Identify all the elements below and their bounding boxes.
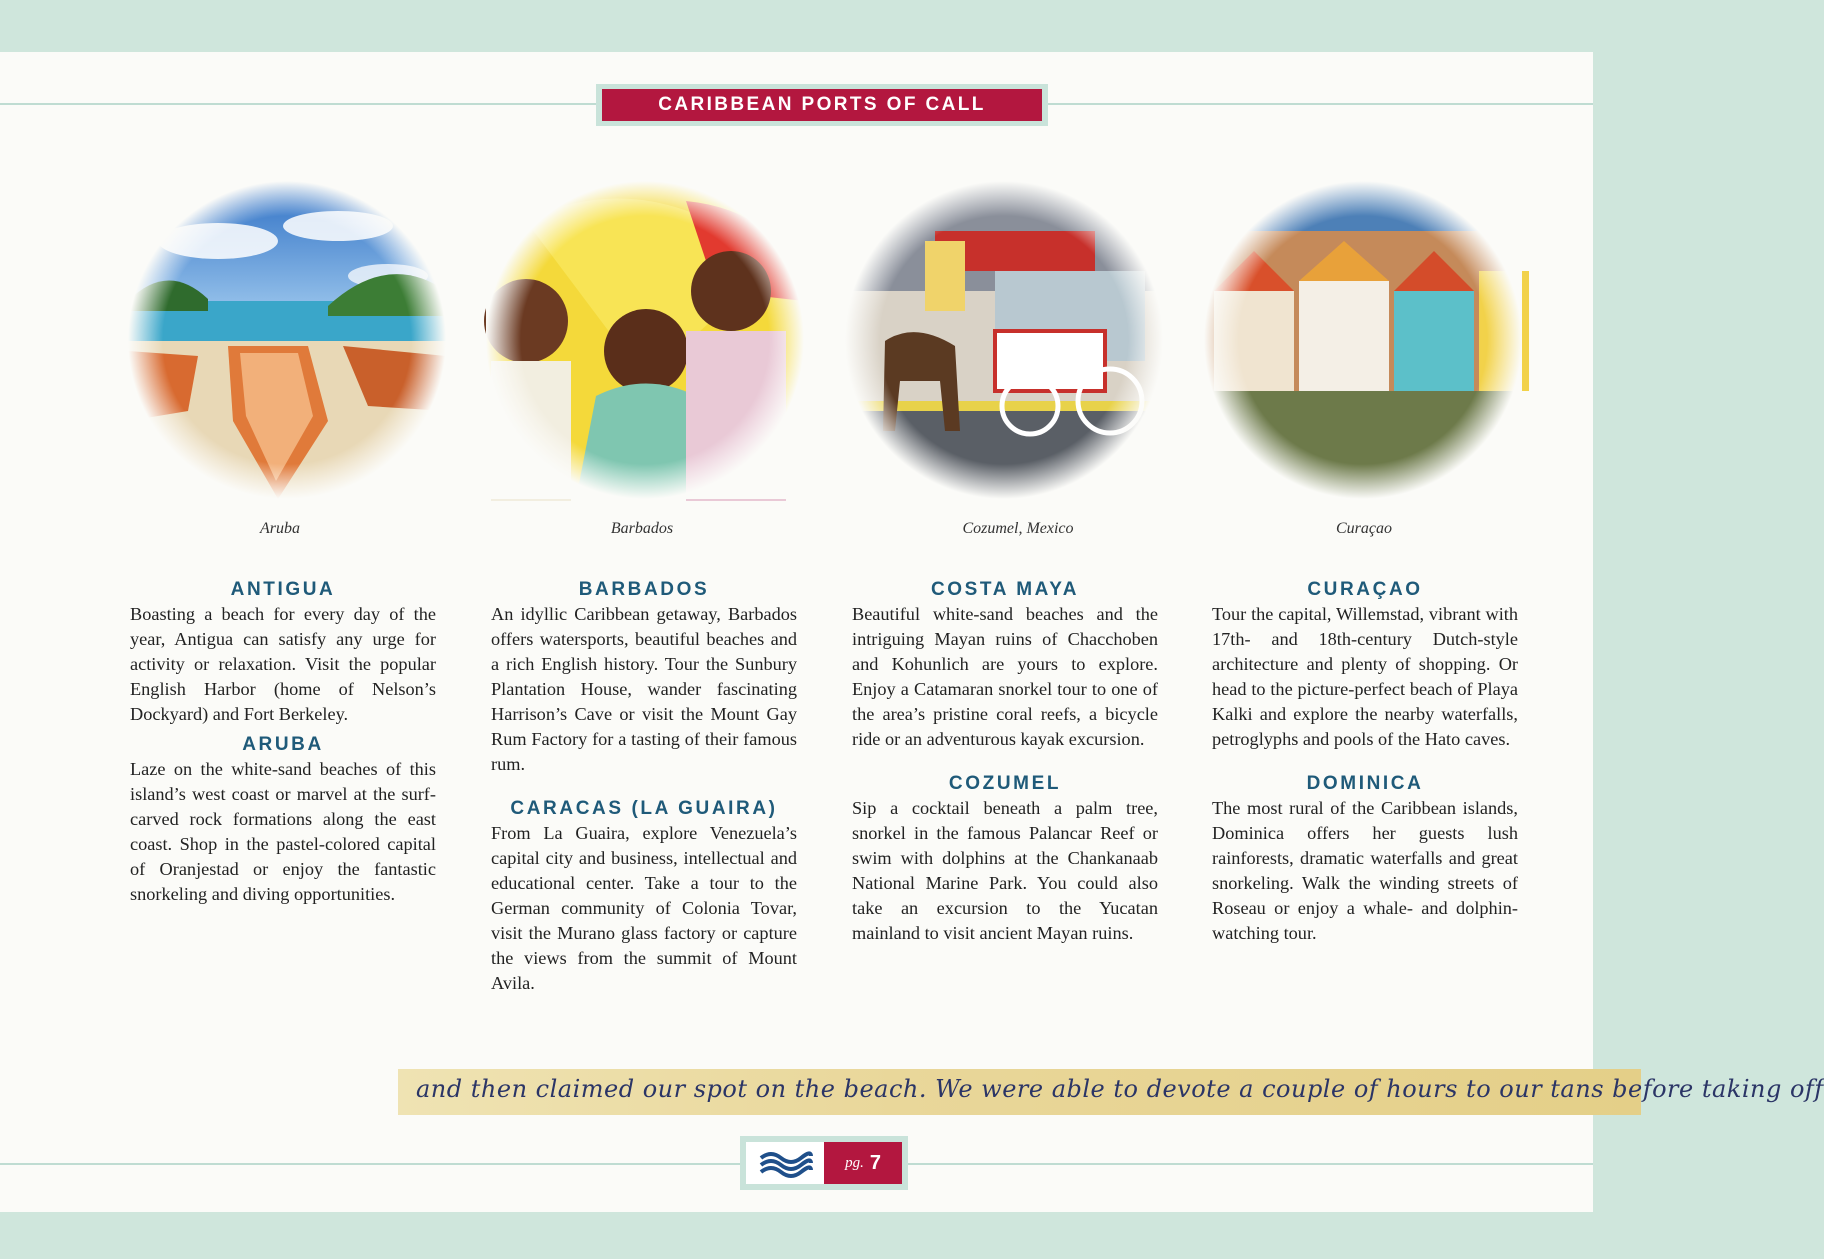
page-title: CARIBBEAN PORTS OF CALL — [602, 89, 1042, 121]
title-banner — [596, 84, 1048, 126]
text-column — [491, 578, 797, 1002]
children-umbrellas-photo — [486, 181, 804, 499]
page-label: pg. — [845, 1154, 864, 1171]
text-column — [1212, 578, 1518, 952]
photo-caption: Barbados — [610, 520, 674, 537]
photo-caption: Curaçao — [1336, 520, 1392, 537]
photo-caption: Aruba — [260, 520, 300, 537]
text-column — [852, 578, 1158, 952]
handwritten-band — [398, 1069, 1824, 1115]
section-body: Beautiful white-sand beaches and the intriguing Mayan ruins of Chacchoben and Kohunlich are yours to explore. Enjoy a Catamaran snorkel tour to one of the area’s pristine coral reefs, a bicycle ride or an adventurous kayak excursion. — [852, 604, 1158, 749]
page-number-badge — [824, 1142, 902, 1184]
colorful-houses-photo — [1204, 181, 1522, 499]
section-heading: ARUBA — [242, 734, 324, 755]
photo-caption: Cozumel, Mexico — [962, 520, 1074, 537]
section-body: Tour the capital, Willemstad, vibrant with 17th- and 18th-century Dutch-style architecture and plenty of shopping. Or head to the picture-perfect beach of Playa Kalki and explore the nearby waterfalls, petroglyphs and pools of the Hato caves. — [1212, 604, 1518, 749]
section-body: Sip a cocktail beneath a palm tree, snorkel in the famous Palancar Reef or swim with dolphins at the Chankanaab National Marine Park. You could also take an excursion to the Yucatan mainland to visit ancient Mayan ruins. — [852, 798, 1158, 943]
handwritten-note: and then claimed our spot on the beach. We were able to devote a couple of hours to our tans before taking off — [416, 1075, 1824, 1103]
beach-boats-photo — [128, 181, 446, 499]
section-body: The most rural of the Caribbean islands, Dominica offers her guests lush rainforests, dramatic waterfalls and great snorkeling. Walk the winding streets of Roseau or enjoy a whale- and dolphin-watching tour. — [1212, 798, 1518, 943]
section-body: From La Guaira, explore Venezuela’s capital city and business, intellectual and educational center. Take a tour to the German community of Colonia Tovar, visit the Murano glass factory or capture the views from the summit of Mount Avila. — [491, 823, 797, 993]
page-footer — [740, 1136, 908, 1190]
section-body: Boasting a beach for every day of the year, Antigua can satisfy any urge for activity or relaxation. Visit the popular English Harbor (home of Nelson’s Dockyard) and Fort Berkeley. — [130, 604, 436, 724]
horse-carriage-photo — [845, 181, 1163, 499]
section-body: An idyllic Caribbean getaway, Barbados offers watersports, beautiful beaches and a rich English history. Tour the Sunbury Plantation House, wander fascinating Harrison’s Cave or visit the Mount Gay Rum Factory for a tasting of their famous rum. — [491, 604, 797, 774]
section-heading: DOMINICA — [1306, 773, 1424, 794]
text-column — [130, 578, 436, 913]
section-heading: COZUMEL — [948, 773, 1062, 794]
section-heading: COSTA MAYA — [930, 579, 1080, 600]
wave-logo-icon — [746, 1142, 824, 1184]
section-heading: ANTIGUA — [230, 579, 336, 600]
section-body: Laze on the white-sand beaches of this island’s west coast or marvel at the surf-carved rock formations along the east coast. Shop in the pastel-colored capital of Oranjestad or enjoy the fantastic snorkeling and diving opportunities. — [130, 759, 436, 904]
section-heading: CURAÇAO — [1307, 579, 1423, 600]
page-number: 7 — [869, 1151, 881, 1174]
section-heading: BARBADOS — [578, 579, 710, 600]
section-heading: CARACAS (LA GUAIRA) — [510, 798, 778, 819]
